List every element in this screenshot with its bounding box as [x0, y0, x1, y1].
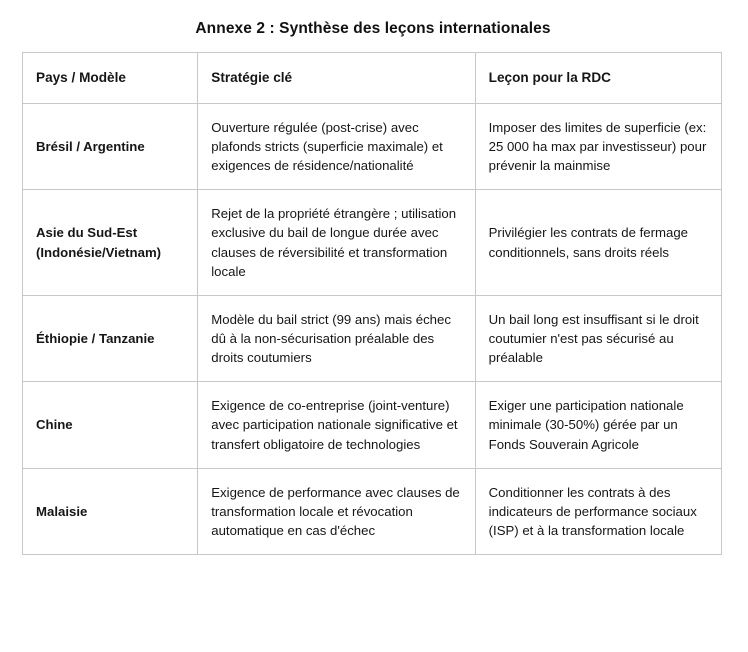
- country-text: Asie du Sud-Est (Indonésie/Vietnam): [36, 225, 162, 260]
- lesson-text: Conditionner les contrats à des indicateurs de performance sociaux (ISP) et à la transformation locale: [488, 484, 697, 538]
- table-header: [23, 53, 722, 104]
- country-text: Brésil / Argentine: [36, 138, 145, 154]
- table-row: [23, 468, 722, 554]
- cell-country: [23, 382, 198, 468]
- column-header-strategy: Stratégie clé: [198, 53, 475, 104]
- country-text: Malaisie: [36, 503, 88, 519]
- strategy-text: Modèle du bail strict (99 ans) mais échec dû à la non-sécurisation préalable des droits coutumiers: [211, 311, 451, 366]
- table-row: [23, 295, 722, 381]
- cell-strategy: [198, 295, 475, 381]
- table-row: [23, 382, 722, 468]
- cell-lesson: [475, 103, 721, 189]
- cell-strategy: [198, 190, 475, 296]
- cell-lesson: [475, 295, 721, 381]
- column-header-lesson: Leçon pour la RDC: [475, 53, 721, 104]
- table-body: [23, 103, 722, 554]
- lesson-text: Exiger une participation nationale minimale (30-50%) gérée par un Fonds Souverain Agricole: [488, 398, 684, 452]
- cell-lesson: [475, 190, 721, 296]
- cell-strategy: [198, 468, 475, 554]
- cell-lesson: [475, 468, 721, 554]
- cell-country: [23, 103, 198, 189]
- cell-lesson: [475, 382, 721, 468]
- cell-country: [23, 468, 198, 554]
- lesson-text: Privilégier les contrats de fermage conditionnels, sans droits réels: [488, 225, 689, 260]
- strategy-text: Rejet de la propriété étrangère ; utilisation exclusive du bail de longue durée avec clauses de réversibilité et transformation locale: [211, 206, 457, 279]
- strategy-text: Exigence de co-entreprise (joint-venture) avec participation nationale significative et transfert obligatoire de technologies: [211, 398, 458, 452]
- cell-strategy: [198, 382, 475, 468]
- lesson-text: Un bail long est insuffisant si le droit coutumier n'est pas sécurisé au préalable: [488, 311, 699, 366]
- country-text: Chine: [36, 417, 73, 433]
- lesson-text: Imposer des limites de superficie (ex: 25 000 ha max par investisseur) pour prévenir la mainmise: [488, 119, 707, 174]
- strategy-text: Ouverture régulée (post-crise) avec plafonds stricts (superficie maximale) et exigences de résidence/nationalité: [211, 119, 443, 174]
- column-header-country: Pays / Modèle: [23, 53, 198, 104]
- cell-country: [23, 295, 198, 381]
- strategy-text: Exigence de performance avec clauses de transformation locale et révocation automatique en cas d'échec: [211, 484, 460, 538]
- table-row: [23, 103, 722, 189]
- country-text: Éthiopie / Tanzanie: [36, 330, 155, 346]
- table-row: [23, 190, 722, 296]
- table-header-row: [23, 53, 722, 104]
- cell-country: [23, 190, 198, 296]
- lessons-table: [22, 52, 722, 555]
- cell-strategy: [198, 103, 475, 189]
- page-title: Annexe 2 : Synthèse des leçons internationales: [195, 20, 551, 37]
